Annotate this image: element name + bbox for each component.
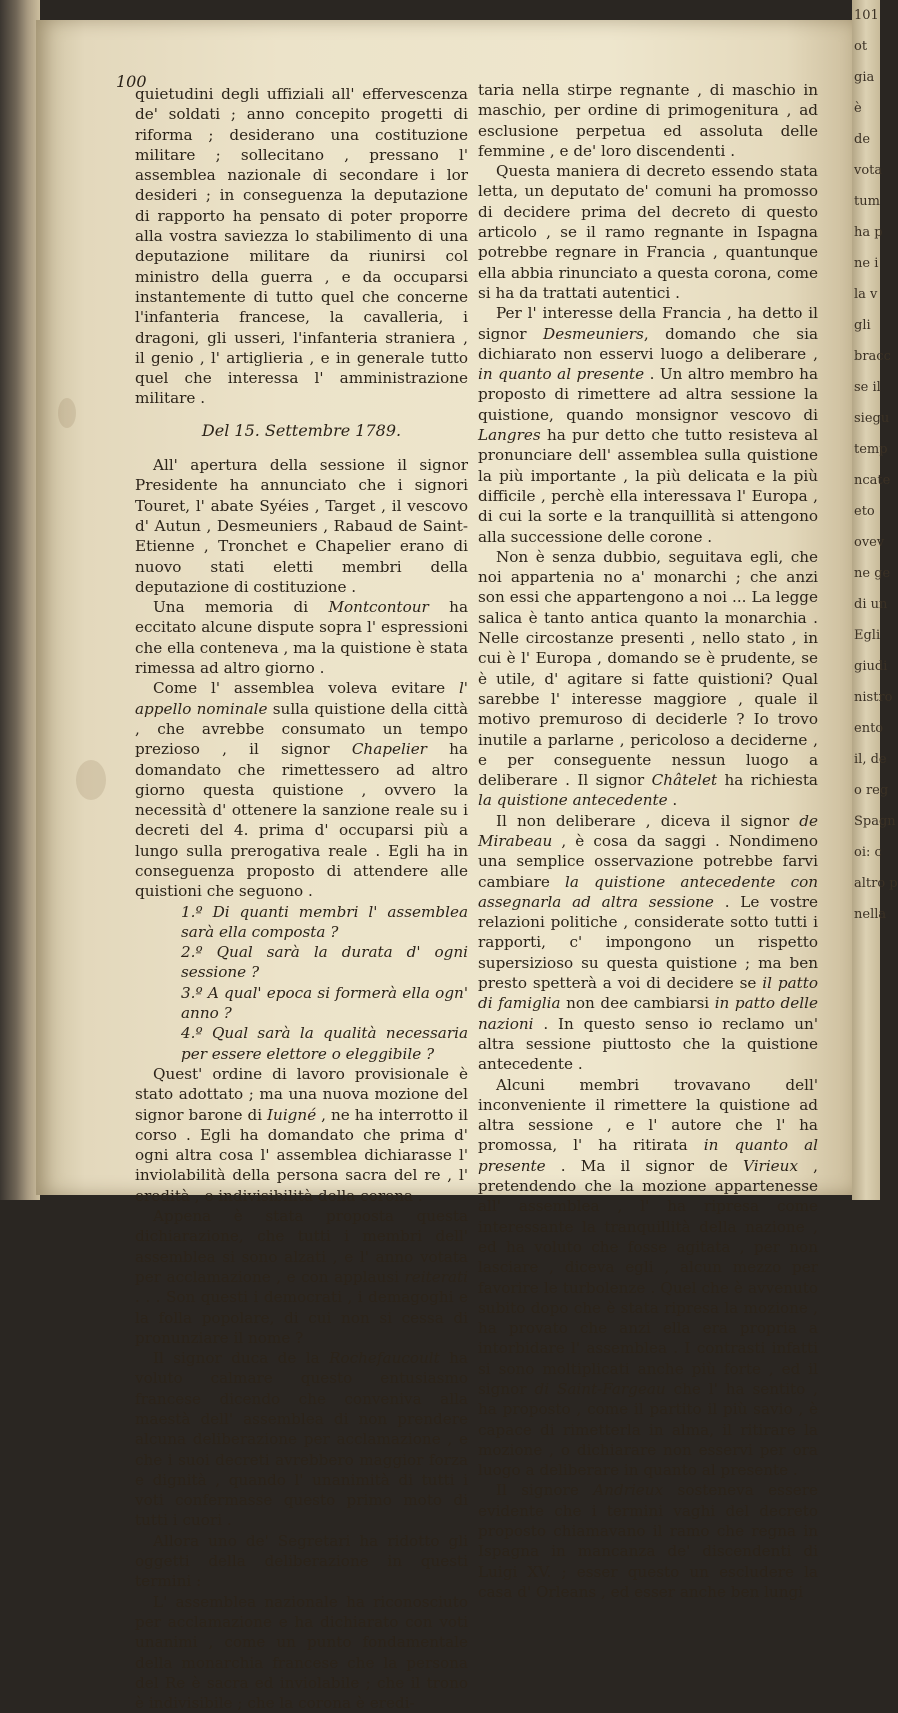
left-text-column [135, 84, 468, 1713]
next-page-fragment: eto [854, 504, 875, 519]
question-item: 1.º Di quanti membri l' assemblea sarà ella composta ? [181, 902, 468, 941]
paragraph: Il signor duca de la Rochefaucoult ha voluto calmare questo entusiasmo francese dicendo che conveniva alla maestà dell' assemblea di non prendere alcuna deliberazione per acclamazione , e che i suoi decreti avrebbero maggior forza e dignità , quando l' unanimità di tutti i voti confermasse questo primo moto di tutti i cuori . [135, 1349, 468, 1530]
next-page-fragment: Spagn [854, 814, 896, 829]
paragraph: Il signore Andrieux sosteneva essere evidente che i termini vaghi del decreto proposto chiamavano il ramo che regna in Ispagna in mancanza de' discendenti di Luigi XV. ; esser questo un escludere la casa d' Orleans , ed esser anche ben lungi [478, 1481, 818, 1601]
paragraph: Una memoria di Montcontour ha eccitato alcune dispute sopra l' espressioni che ella conteneva , ma la quistione è stata rimessa ad altro giorno . [135, 598, 468, 678]
next-page-fragment: 101 [854, 8, 879, 23]
paragraph: Per l' interesse della Francia , ha detto il signor Desmeuniers, domando che sia dichiarato non esservi luogo a deliberare , in quanto al presente . Un altro membro ha proposto di rimettere ad altra sessione la quistione, quando monsignor vescovo di Langres ha pur detto che tutto resisteva al pronunciare dell' assemblea sulla quistione la più importante , la più delicata e la più difficile , perchè ella interessava l' Europa , di cui la sorte e la tranquillità si attengono alla successione delle corone . [478, 304, 819, 546]
next-page-fragment: il, de [854, 752, 887, 767]
next-page-fragment: nella [854, 907, 887, 922]
paragraph: Allora uno de' Segretari ha ridotto gli oggetti della deliberazione in questi termini : [135, 1531, 468, 1591]
book-spine-edge [0, 0, 40, 1200]
paragraph: All' apertura della sessione il signor Presidente ha annunciato che i signori Touret, l' abate Syéies , Target , il vescovo d' Autun , Desmeuniers , Rabaud de Saint-Etienne , Tronchet e Chapelier erano di nuovo stati eletti membri della deputazione di costituzione . [135, 456, 468, 596]
question-item: 3.º A qual' epoca si formerà ella ogn' anno ? [181, 983, 468, 1023]
next-page-fragment: nistro [854, 690, 893, 705]
ink-stain [58, 398, 76, 428]
question-item: 4.º Qual sarà la qualità necessaria per essere elettore o eleggibile ? [181, 1024, 468, 1063]
next-page-fragment: se il [854, 380, 881, 395]
paragraph: Quest' ordine di lavoro provisionale è stato adottato ; ma una nuova mozione del signor barone di Iuigné , ne ha interrotto il corso . Egli ha domandato che prima d' ogni altra cosa l' assemblea dichiarasse l' inviolabilità della persona sacra del re , l' eredità , e indivisibilità della corona . [135, 1064, 468, 1205]
paragraph: Il non deliberare , diceva il signor de Mirabeau , è cosa da saggi . Nondimeno una semplice osservazione potrebbe farvi cambiare la quistione antecedente con assegnarla ad altra sessione . Le vostre relazioni politiche , considerate sotto tutti i rapporti, c' impongono un rispetto supersizioso su questa quistione ; ma ben presto spetterà a voi di decidere se il patto di famiglia non dee cambiarsi in patto delle nazioni . In questo senso io reclamo un' altra sessione piuttosto che la quistione antecedente . [478, 811, 819, 1074]
next-page-fragment: ncate [854, 473, 891, 488]
paragraph: L' assemblea nazionale ha riconosciuto per acclamazione e ha dichiarato con voti unanimi , come un punto fondamentale della monarchia francese che la persona del Re è sacra ed inviolabile ; che il trono è indivisibile ; che la corona è eredi- [135, 1592, 468, 1713]
next-page-fragment: o reg [854, 783, 889, 798]
next-page-fragment: tum [854, 194, 880, 209]
next-page-fragment: ne i [854, 256, 879, 271]
next-page-fragment: è [854, 101, 862, 116]
next-page-fragment: ha p [854, 225, 883, 240]
next-page-fragment: Egli [854, 628, 881, 643]
session-date-heading: Del 15. Settembre 1789. [201, 420, 402, 440]
next-page-fragment: di un [854, 597, 888, 612]
paragraph: Questa maniera di decreto essendo stata letta, un deputato de' comuni ha promosso di decidere prima del decreto di questo articolo , se il ramo regnante in Ispagna potrebbe regnare in Francia , quantunque ella abbia rinunciato a questa corona, come si ha da trattati autentici . [478, 162, 818, 302]
next-page-fragment: bracc [854, 349, 891, 364]
next-page-fragment: ot [854, 39, 868, 54]
page-number: 100 [116, 72, 147, 91]
paragraph: Come l' assemblea voleva evitare l' appello nominale sulla quistione della città , che avrebbe consumato un tempo prezioso , il signor Chapelier ha domandato che rimettessero ad altro giorno questa quistione , ovvero la necessità d' ottenere la sanzione reale su i decreti del 4. prima d' occuparsi più a lungo sulla prerogativa reale . Egli ha in conseguenza proposto di attendere alle quistioni che seguono . [135, 679, 468, 901]
next-page-fragment: ento [854, 721, 884, 736]
next-page-fragment: temp [854, 442, 888, 457]
next-page-fragment: gli [854, 318, 871, 333]
next-page-fragment: vota [854, 163, 883, 178]
question-item: 2.º Qual sarà la durata d' ogni sessione ? [181, 943, 468, 982]
next-page-fragment: de [854, 132, 871, 147]
paragraph: Alcuni membri trovavano dell' inconveniente il rimettere la quistione ad altra sessione , e l' autore che l' ha promossa, l' ha ritirata in quanto al presente . Ma il signor de Virieux , pretendendo che la mozione appartenesse all' assemblea , l' ha ripresa come interessante la tranquillità della nazione , ed ha voluto che fosse agitata , per non lasciare , diceva egli , alcun mezzo per favorire le turbolenze . Quel che è avvenuto subito dopo che è stata ripresa la mozione , ha provato che anzi ella era propria a intorbidare l' assemblea . I contrasti infatti si sono moltiplicati anche più forte , ed il signor di Saint-Fargeau che l' ha sentito , ha proposto , come il partito il più savio , è capace di rimetterla in alma, il ritirare la mozione , o dichiarare non esservi per ora luogo a deliberare in quanto al presente . [478, 1075, 819, 1480]
next-page-fragment: altro p [854, 876, 898, 891]
paragraph: Non è senza dubbio, seguitava egli, che noi appartenia no a' monarchi ; che anzi son essi che appartengono a noi ... La legge salica è tanto antica quanto la monarchia . Nelle circostanze presenti , nello stato , in cui è l' Europa , domando se è prudente, se è utile, d' agitare si fatte quistioni? Qual sarebbe l' interesse maggiore , quale il motivo premuroso di deciderle ? Io trovo inutile a parlarne , pericoloso a deciderne , e per conseguente nessun luogo a deliberare . Il signor Châtelet ha richiesta la quistione antecedente . [478, 547, 818, 810]
next-page-edge [852, 0, 898, 1200]
paragraph: Appena è stata proposta questa dichiarazione, che tutti i membri dell' assemblea si sono alzati , e l' anno votata per acclamazione , e con applausi reiterati . . . Son questi i democrati , i demagoghi e la folla popolare, di cui non si cessa di pronunziare il nome ? [135, 1207, 468, 1347]
next-page-fragment: gia [854, 70, 875, 85]
paragraph: taria nella stirpe regnante , di maschio in maschio, per ordine di primogenitura , ad esclusione perpetua ed assoluta delle femmine , e de' loro discendenti . [478, 81, 818, 160]
next-page-fragment: la v [854, 287, 878, 302]
next-page-fragment: siegu [854, 411, 890, 426]
next-page-fragment: giudi [854, 659, 888, 674]
next-page-fragment: ne ge [854, 566, 891, 581]
right-text-column [478, 80, 818, 1602]
next-page-fragment: oi: c [854, 845, 882, 860]
next-page-fragment: ovev [854, 535, 885, 550]
ink-stain [76, 760, 106, 800]
paragraph: quietudini degli uffiziali all' effervescenza de' soldati ; anno concepito progetti di riforma ; desiderano una costituzione militare ; sollecitano , pressano l' assemblea nazionale di secondare i lor desideri ; in conseguenza la deputazione di rapporto ha pensato di poter proporre alla vostra saviezza lo stabilimento di una deputazione militare da riunirsi col ministro della guerra , e da occuparsi instantemente di tutto quel che concerne l'infanteria francese, la cavalleria, i dragoni, gli usseri, l'infanteria straniera , il genio , l' artiglieria , e in generale tutto quel che interessa l' amministrazione militare . [135, 85, 468, 408]
